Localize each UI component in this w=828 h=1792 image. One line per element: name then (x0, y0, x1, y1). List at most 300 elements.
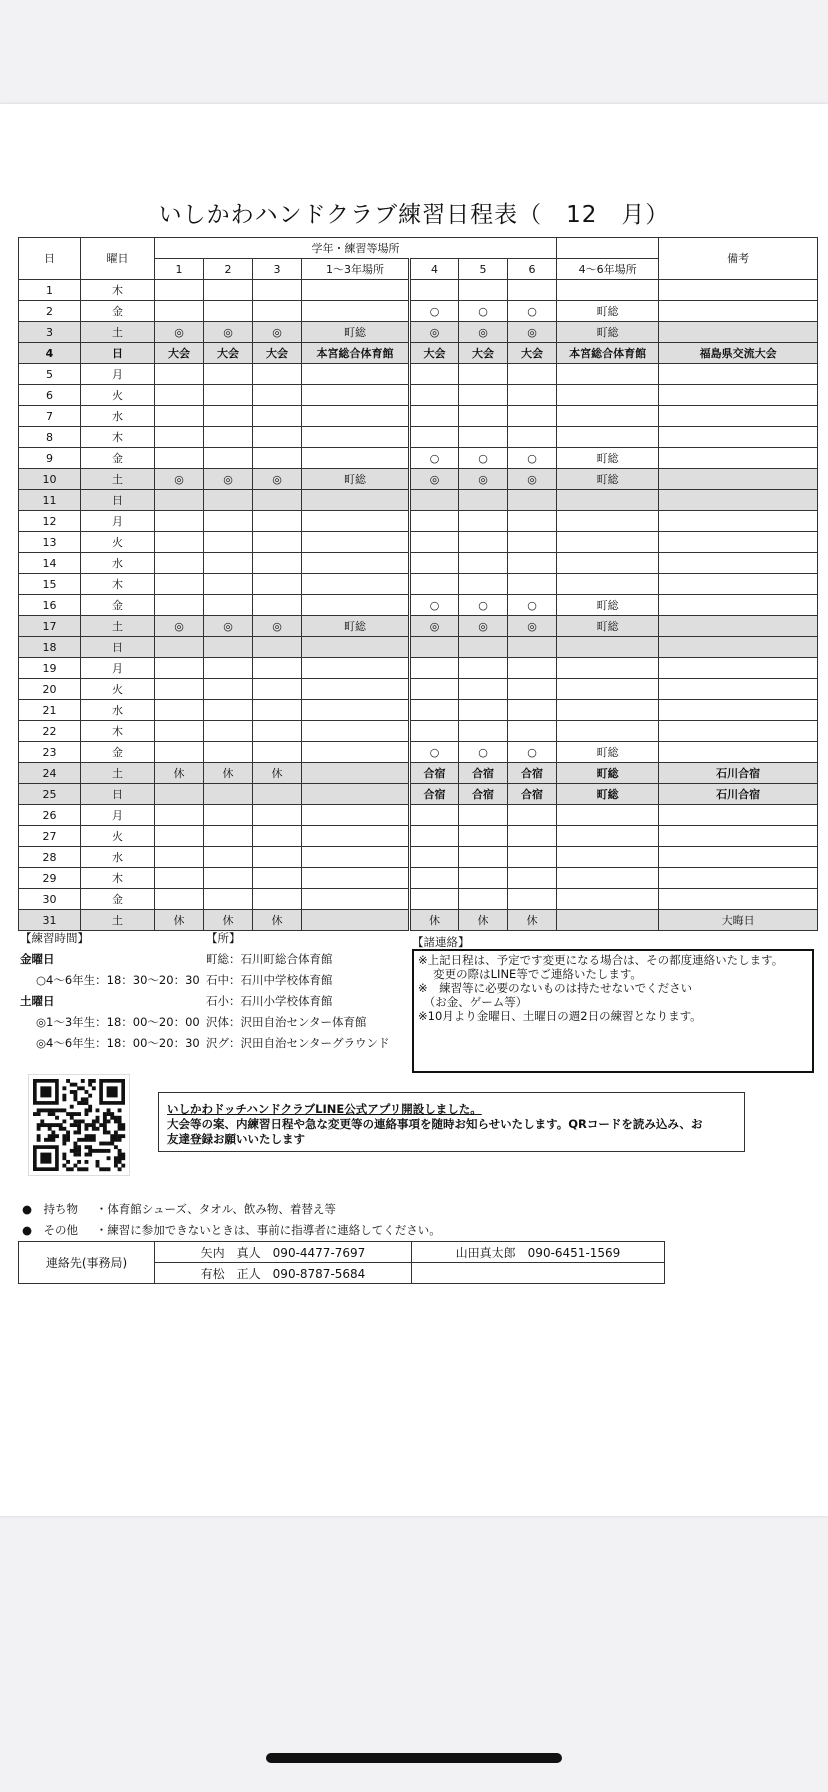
schedule-cell (253, 553, 302, 574)
schedule-cell (557, 511, 659, 532)
weekday-cell: 月 (81, 805, 155, 826)
table-row (19, 343, 818, 364)
schedule-cell (155, 406, 204, 427)
schedule-cell (302, 700, 410, 721)
schedule-cell: ○ (410, 301, 459, 322)
remarks-cell: 福島県交流大会 (659, 343, 818, 364)
practice-time-title: 【練習時間】 (20, 931, 89, 945)
table-row (19, 490, 818, 511)
remarks-cell (659, 868, 818, 889)
schedule-cell (508, 700, 557, 721)
qr-code[interactable] (28, 1074, 130, 1176)
schedule-cell (557, 658, 659, 679)
schedule-cell (253, 427, 302, 448)
subheader-cell: 1～3年場所 (302, 259, 410, 280)
schedule-cell (302, 784, 410, 805)
schedule-cell (508, 385, 557, 406)
schedule-cell (155, 847, 204, 868)
table-row (19, 574, 818, 595)
table-row (19, 616, 818, 637)
schedule-cell (459, 406, 508, 427)
schedule-cell (204, 406, 253, 427)
weekday-cell: 月 (81, 364, 155, 385)
schedule-cell (155, 448, 204, 469)
other-label: ● その他 (22, 1223, 79, 1237)
contact-table (18, 1241, 665, 1284)
schedule-cell: 町総 (557, 616, 659, 637)
schedule-cell (302, 448, 410, 469)
weekday-cell: 金 (81, 448, 155, 469)
schedule-cell (155, 553, 204, 574)
schedule-cell: 町総 (557, 784, 659, 805)
notices-box (412, 949, 814, 1073)
schedule-cell (459, 847, 508, 868)
weekday-cell: 月 (81, 511, 155, 532)
schedule-cell (508, 280, 557, 301)
schedule-cell: ◎ (459, 469, 508, 490)
schedule-cell (557, 826, 659, 847)
table-row (19, 700, 818, 721)
schedule-cell (155, 574, 204, 595)
schedule-cell (557, 889, 659, 910)
table-row (19, 553, 818, 574)
header-weekday: 曜日 (81, 238, 155, 280)
belongings-label: ● 持ち物 (22, 1202, 79, 1216)
schedule-cell: 大会 (253, 343, 302, 364)
schedule-cell (508, 532, 557, 553)
schedule-cell (508, 511, 557, 532)
items-section (22, 1199, 441, 1241)
weekday-cell: 土 (81, 910, 155, 931)
weekday-cell: 火 (81, 679, 155, 700)
schedule-cell (459, 385, 508, 406)
subheader-cell: 5 (459, 259, 508, 280)
schedule-cell (155, 805, 204, 826)
schedule-cell (155, 301, 204, 322)
schedule-cell: ○ (410, 742, 459, 763)
remarks-cell (659, 721, 818, 742)
day-cell: 4 (19, 343, 81, 364)
schedule-cell (204, 490, 253, 511)
schedule-cell (253, 490, 302, 511)
schedule-cell (204, 427, 253, 448)
schedule-cell (253, 658, 302, 679)
schedule-cell (508, 889, 557, 910)
schedule-cell (155, 637, 204, 658)
schedule-cell (204, 574, 253, 595)
schedule-cell (253, 679, 302, 700)
schedule-cell (410, 490, 459, 511)
day-cell: 2 (19, 301, 81, 322)
header-day: 日 (19, 238, 81, 280)
schedule-cell (557, 280, 659, 301)
schedule-cell (557, 490, 659, 511)
schedule-cell: 休 (204, 763, 253, 784)
schedule-cell (302, 679, 410, 700)
remarks-cell (659, 658, 818, 679)
schedule-cell (508, 679, 557, 700)
schedule-cell (410, 847, 459, 868)
schedule-cell: 休 (204, 910, 253, 931)
weekday-cell: 木 (81, 721, 155, 742)
schedule-cell: 合宿 (410, 784, 459, 805)
schedule-cell (508, 574, 557, 595)
schedule-cell (155, 490, 204, 511)
schedule-cell (253, 868, 302, 889)
schedule-cell (302, 511, 410, 532)
schedule-cell (508, 868, 557, 889)
contact-blank (412, 1263, 665, 1284)
practice-time-section (20, 928, 200, 1054)
place-item: 沢体：沢田自治センター体育館 (206, 1015, 367, 1029)
weekday-cell: 月 (81, 658, 155, 679)
schedule-cell (508, 637, 557, 658)
schedule-cell (155, 595, 204, 616)
schedule-cell (302, 490, 410, 511)
schedule-cell (253, 784, 302, 805)
contact-person: 山田真太郎 090-6451-1569 (412, 1242, 665, 1263)
schedule-cell: 休 (410, 910, 459, 931)
schedule-cell (459, 574, 508, 595)
schedule-cell (459, 637, 508, 658)
notices-title: 【諸連絡】 (412, 935, 470, 949)
schedule-cell (410, 280, 459, 301)
day-cell: 14 (19, 553, 81, 574)
weekday-cell: 金 (81, 889, 155, 910)
remarks-cell (659, 385, 818, 406)
day-cell: 8 (19, 427, 81, 448)
line-announcement-title: いしかわドッチハンドクラブLINE公式アプリ開設しました。 (167, 1102, 482, 1116)
header-group: 学年・練習等場所 (155, 238, 557, 259)
schedule-cell (508, 658, 557, 679)
schedule-cell (204, 889, 253, 910)
schedule-cell (410, 364, 459, 385)
schedule-cell: ◎ (155, 322, 204, 343)
schedule-cell (155, 721, 204, 742)
schedule-cell (253, 700, 302, 721)
notice-line: ※10月より金曜日、土曜日の週2日の練習となります。 (418, 1009, 702, 1023)
subheader-cell: 4 (410, 259, 459, 280)
schedule-cell: ◎ (204, 469, 253, 490)
schedule-cell (253, 364, 302, 385)
remarks-cell (659, 469, 818, 490)
schedule-cell: ◎ (204, 616, 253, 637)
remarks-cell (659, 364, 818, 385)
schedule-cell: ◎ (155, 616, 204, 637)
schedule-cell (204, 385, 253, 406)
day-cell: 23 (19, 742, 81, 763)
schedule-cell (204, 679, 253, 700)
schedule-cell (459, 868, 508, 889)
schedule-cell (302, 301, 410, 322)
remarks-cell: 石川合宿 (659, 784, 818, 805)
schedule-cell (302, 406, 410, 427)
weekday-cell: 土 (81, 616, 155, 637)
day-cell: 6 (19, 385, 81, 406)
schedule-cell (508, 847, 557, 868)
day-cell: 22 (19, 721, 81, 742)
day-cell: 15 (19, 574, 81, 595)
home-indicator[interactable] (266, 1753, 562, 1763)
schedule-cell (253, 595, 302, 616)
weekday-cell: 金 (81, 301, 155, 322)
schedule-cell (204, 448, 253, 469)
schedule-cell (302, 385, 410, 406)
schedule-cell (459, 427, 508, 448)
remarks-cell (659, 280, 818, 301)
schedule-cell (204, 658, 253, 679)
day-cell: 18 (19, 637, 81, 658)
table-row (19, 847, 818, 868)
schedule-cell (410, 658, 459, 679)
schedule-cell (410, 532, 459, 553)
schedule-cell (459, 364, 508, 385)
day-cell: 27 (19, 826, 81, 847)
day-cell: 28 (19, 847, 81, 868)
schedule-cell (557, 406, 659, 427)
weekday-cell: 日 (81, 343, 155, 364)
weekday-cell: 金 (81, 742, 155, 763)
day-cell: 3 (19, 322, 81, 343)
remarks-cell (659, 805, 818, 826)
schedule-cell (557, 805, 659, 826)
schedule-cell (155, 280, 204, 301)
schedule-cell: ◎ (253, 469, 302, 490)
schedule-cell: 合宿 (459, 763, 508, 784)
schedule-cell (459, 721, 508, 742)
schedule-cell: ◎ (459, 322, 508, 343)
saturday-time-2: ◎4～6年生：18：00～20：30 (36, 1036, 200, 1050)
schedule-cell (508, 364, 557, 385)
schedule-cell (253, 889, 302, 910)
table-row (19, 406, 818, 427)
schedule-cell (253, 721, 302, 742)
day-cell: 5 (19, 364, 81, 385)
schedule-cell (557, 868, 659, 889)
schedule-cell (302, 595, 410, 616)
schedule-cell (204, 805, 253, 826)
schedule-cell (155, 385, 204, 406)
schedule-cell (302, 868, 410, 889)
schedule-cell (557, 427, 659, 448)
schedule-cell: 町総 (557, 469, 659, 490)
schedule-cell: ○ (508, 448, 557, 469)
schedule-cell (410, 406, 459, 427)
schedule-cell: 休 (459, 910, 508, 931)
weekday-cell: 火 (81, 532, 155, 553)
schedule-cell (508, 826, 557, 847)
weekday-cell: 火 (81, 385, 155, 406)
schedule-cell (253, 742, 302, 763)
day-cell: 7 (19, 406, 81, 427)
schedule-cell: 休 (508, 910, 557, 931)
contact-label: 連絡先(事務局) (19, 1242, 155, 1284)
weekday-cell: 土 (81, 322, 155, 343)
schedule-cell (557, 385, 659, 406)
place-item: 石中：石川中学校体育館 (206, 973, 333, 987)
schedule-cell (204, 826, 253, 847)
day-cell: 13 (19, 532, 81, 553)
schedule-cell (302, 532, 410, 553)
schedule-cell (253, 805, 302, 826)
place-item: 町総：石川町総合体育館 (206, 952, 333, 966)
places-title: 【所】 (206, 931, 241, 945)
schedule-cell: ○ (459, 448, 508, 469)
schedule-cell (459, 805, 508, 826)
weekday-cell: 水 (81, 847, 155, 868)
table-row (19, 679, 818, 700)
friday-time: ○4～6年生：18：30～20：30 (36, 973, 200, 987)
schedule-cell (302, 280, 410, 301)
schedule-cell (302, 763, 410, 784)
header-blank (557, 238, 659, 259)
schedule-cell (459, 490, 508, 511)
practice-schedule-table (18, 237, 818, 931)
schedule-cell (410, 385, 459, 406)
line-announcement-text: 友達登録お願いいたします (167, 1132, 305, 1146)
schedule-cell (253, 574, 302, 595)
schedule-cell (302, 637, 410, 658)
table-row (19, 280, 818, 301)
table-row (19, 658, 818, 679)
schedule-cell (410, 826, 459, 847)
line-announcement-text: 大会等の案、内練習日程や急な変更等の連絡事項を随時お知らせいたします。QRコードを読み込み、お (167, 1117, 703, 1131)
schedule-cell (253, 406, 302, 427)
table-row (19, 322, 818, 343)
remarks-cell (659, 574, 818, 595)
remarks-cell (659, 532, 818, 553)
schedule-cell (155, 427, 204, 448)
schedule-cell (557, 637, 659, 658)
day-cell: 24 (19, 763, 81, 784)
schedule-cell (155, 532, 204, 553)
other-text: ・練習に参加できないときは、事前に指導者に連絡してください。 (95, 1223, 441, 1237)
header-remarks: 備考 (659, 238, 818, 280)
remarks-cell (659, 448, 818, 469)
table-row (19, 595, 818, 616)
schedule-cell (508, 553, 557, 574)
schedule-cell: 本宮総合体育館 (302, 343, 410, 364)
day-cell: 11 (19, 490, 81, 511)
table-row (19, 784, 818, 805)
weekday-cell: 日 (81, 637, 155, 658)
schedule-cell (459, 553, 508, 574)
weekday-cell: 日 (81, 490, 155, 511)
table-row (19, 763, 818, 784)
schedule-cell (253, 826, 302, 847)
schedule-cell: ◎ (155, 469, 204, 490)
place-item: 石小：石川小学校体育館 (206, 994, 333, 1008)
schedule-cell (302, 721, 410, 742)
schedule-cell: ○ (459, 301, 508, 322)
schedule-cell (204, 847, 253, 868)
schedule-cell (204, 742, 253, 763)
schedule-cell (410, 700, 459, 721)
table-row (19, 364, 818, 385)
schedule-cell: 本宮総合体育館 (557, 343, 659, 364)
remarks-cell: 石川合宿 (659, 763, 818, 784)
remarks-cell (659, 595, 818, 616)
day-cell: 19 (19, 658, 81, 679)
day-cell: 26 (19, 805, 81, 826)
table-row (19, 889, 818, 910)
schedule-cell: ◎ (459, 616, 508, 637)
schedule-cell (302, 427, 410, 448)
schedule-cell (557, 910, 659, 931)
schedule-cell (459, 532, 508, 553)
schedule-cell (410, 868, 459, 889)
schedule-cell: 町総 (557, 448, 659, 469)
schedule-cell (155, 889, 204, 910)
schedule-cell (557, 574, 659, 595)
table-row (19, 532, 818, 553)
schedule-cell (204, 721, 253, 742)
weekday-cell: 金 (81, 595, 155, 616)
schedule-cell (459, 700, 508, 721)
schedule-cell (155, 364, 204, 385)
day-cell: 10 (19, 469, 81, 490)
schedule-cell (508, 490, 557, 511)
contact-person: 矢内 真人 090-4477-7697 (155, 1242, 412, 1263)
schedule-cell: ○ (508, 595, 557, 616)
schedule-cell (410, 805, 459, 826)
subheader-cell: 2 (204, 259, 253, 280)
schedule-cell (155, 679, 204, 700)
schedule-cell: 合宿 (410, 763, 459, 784)
remarks-cell (659, 637, 818, 658)
day-cell: 12 (19, 511, 81, 532)
schedule-cell (410, 679, 459, 700)
schedule-cell (253, 511, 302, 532)
places-section (206, 928, 390, 1054)
schedule-cell (508, 427, 557, 448)
schedule-cell: 町総 (557, 322, 659, 343)
schedule-cell (155, 868, 204, 889)
schedule-cell: ◎ (410, 616, 459, 637)
schedule-cell (204, 553, 253, 574)
schedule-cell (459, 889, 508, 910)
table-row (19, 385, 818, 406)
saturday-label: 土曜日 (20, 994, 55, 1008)
schedule-cell: 大会 (508, 343, 557, 364)
schedule-cell (302, 553, 410, 574)
schedule-cell: ◎ (204, 322, 253, 343)
schedule-cell: 休 (155, 763, 204, 784)
subheader-cell: 3 (253, 259, 302, 280)
table-row (19, 427, 818, 448)
schedule-document (0, 104, 828, 1516)
day-cell: 16 (19, 595, 81, 616)
weekday-cell: 火 (81, 826, 155, 847)
schedule-cell: ◎ (253, 616, 302, 637)
schedule-cell (557, 553, 659, 574)
schedule-cell: 合宿 (508, 763, 557, 784)
subheader-cell: 1 (155, 259, 204, 280)
schedule-cell (302, 742, 410, 763)
weekday-cell: 木 (81, 574, 155, 595)
schedule-cell (459, 280, 508, 301)
schedule-cell (459, 658, 508, 679)
schedule-cell (459, 679, 508, 700)
schedule-cell: 町総 (557, 763, 659, 784)
schedule-cell (410, 889, 459, 910)
schedule-cell (204, 532, 253, 553)
friday-label: 金曜日 (20, 952, 55, 966)
schedule-cell: ◎ (508, 616, 557, 637)
day-cell: 25 (19, 784, 81, 805)
table-row (19, 511, 818, 532)
remarks-cell (659, 490, 818, 511)
